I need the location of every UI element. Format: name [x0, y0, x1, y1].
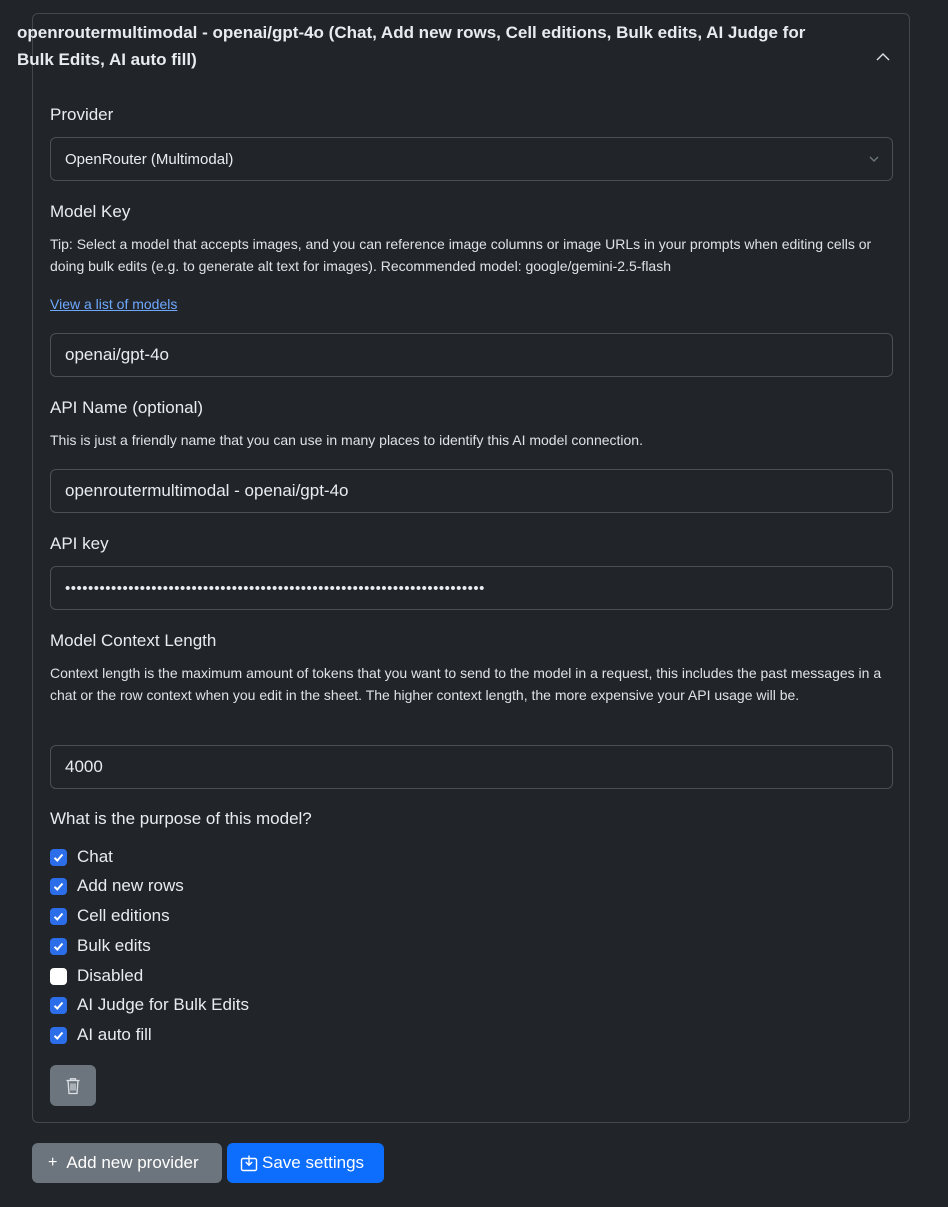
checkbox-unchecked-icon[interactable]	[50, 968, 67, 985]
checkbox-ai-auto-fill[interactable]	[50, 1024, 152, 1046]
save-settings-button[interactable]	[227, 1143, 384, 1183]
context-length-value: 4000	[65, 757, 103, 776]
checkbox-label: Add new rows	[77, 876, 184, 895]
checkbox-cell-editions[interactable]	[50, 905, 170, 927]
checkbox-checked-icon[interactable]	[50, 878, 67, 895]
card-title[interactable]: openroutermultimodal - openai/gpt-4o (Chat, Add new rows, Cell editions, Bulk edits, AI Judge for Bulk Edits, AI auto fill)	[17, 23, 806, 69]
provider-select[interactable]	[50, 137, 893, 181]
model-key-value: openai/gpt-4o	[65, 345, 169, 364]
checkbox-label: Bulk edits	[77, 936, 151, 955]
checkbox-label: Cell editions	[77, 906, 170, 925]
checkbox-checked-icon[interactable]	[50, 997, 67, 1014]
checkbox-checked-icon[interactable]	[50, 908, 67, 925]
checkbox-checked-icon[interactable]	[50, 938, 67, 955]
api-key-label: API key	[50, 534, 109, 553]
save-download-icon	[240, 1154, 258, 1172]
checkbox-label: AI auto fill	[77, 1025, 152, 1044]
api-name-value: openroutermultimodal - openai/gpt-4o	[65, 481, 349, 500]
trash-icon	[65, 1077, 81, 1095]
chevron-up-icon[interactable]	[875, 49, 891, 65]
chevron-down-icon	[868, 153, 880, 165]
checkbox-checked-icon[interactable]	[50, 1027, 67, 1044]
model-key-input[interactable]	[50, 333, 893, 377]
save-settings-label: Save settings	[262, 1153, 365, 1172]
api-name-label: API Name (optional)	[50, 398, 204, 417]
checkbox-chat[interactable]	[50, 846, 113, 868]
purpose-label: What is the purpose of this model?	[50, 809, 312, 828]
api-key-input[interactable]	[50, 566, 893, 610]
provider-select-value: OpenRouter (Multimodal)	[65, 150, 234, 168]
checkbox-label: AI Judge for Bulk Edits	[77, 995, 249, 1014]
checkbox-add-new-rows[interactable]	[50, 875, 184, 897]
checkbox-disabled[interactable]	[50, 965, 143, 987]
api-name-input[interactable]	[50, 469, 893, 513]
checkbox-bulk-edits[interactable]	[50, 935, 151, 957]
add-new-provider-button[interactable]	[32, 1143, 222, 1183]
model-key-tip: Tip: Select a model that accepts images, and you can reference image columns or image URLs in your prompts when editing cells or doing bulk edits (e.g. to generate alt text for images). Recommended model: google/gemini-2.5-flash	[50, 236, 872, 274]
checkbox-label: Disabled	[77, 966, 144, 985]
view-models-link[interactable]: View a list of models	[50, 296, 178, 312]
context-length-input[interactable]	[50, 745, 893, 789]
context-length-label: Model Context Length	[50, 631, 217, 650]
delete-provider-button[interactable]	[50, 1065, 96, 1106]
plus-icon: +	[48, 1154, 58, 1171]
checkbox-ai-judge[interactable]	[50, 994, 249, 1016]
add-provider-label: Add new provider	[66, 1153, 199, 1172]
model-key-label: Model Key	[50, 202, 131, 221]
api-name-help: This is just a friendly name that you can use in many places to identify this AI model connection.	[50, 432, 643, 448]
api-key-value: •••••••••••••••••••••••••••••••••••••••••••••••••••••••••••••••••••••••••	[65, 579, 485, 597]
checkbox-checked-icon[interactable]	[50, 849, 67, 866]
checkbox-label: Chat	[77, 847, 113, 866]
context-length-help: Context length is the maximum amount of tokens that you want to send to the model in a request, this includes the past messages in a chat or the row context when you edit in the sheet. The higher context length, the more expensive your API usage will be.	[50, 665, 882, 703]
provider-label: Provider	[50, 105, 114, 124]
